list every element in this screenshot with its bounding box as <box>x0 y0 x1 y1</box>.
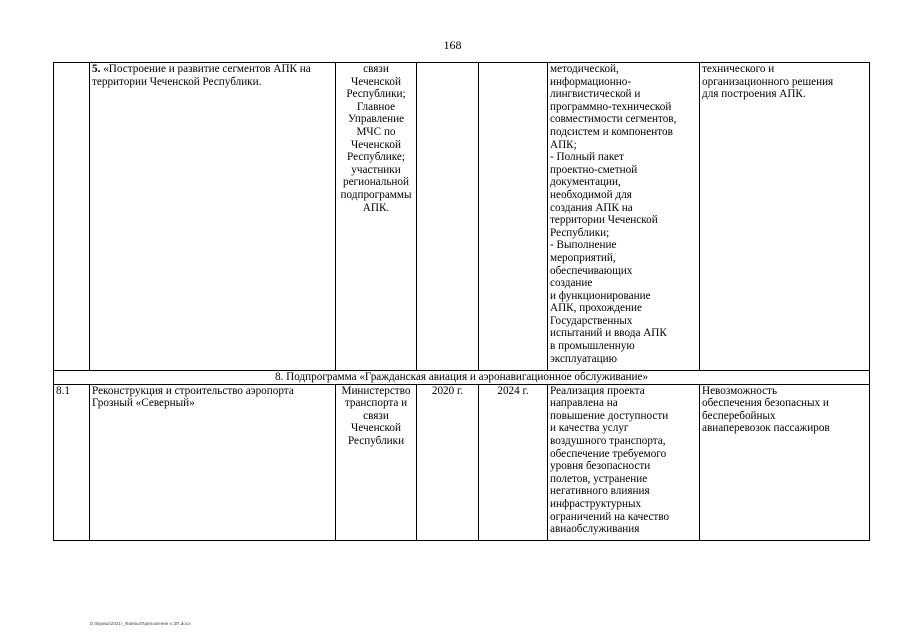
table-row <box>54 384 870 540</box>
start-year-cell: 2020 г. <box>417 384 479 540</box>
activity-text: «Построение и развитие сегментов АПК на территории Чеченской Республики. <box>92 63 311 88</box>
section-row <box>54 371 870 385</box>
table-row <box>54 63 870 371</box>
row-number: 8.1 <box>54 384 90 540</box>
activity-title: Реконструкция и строительство аэропорта Грозный «Северный» <box>90 384 336 540</box>
executor-cell: связи Чеченской Республики; Главное Управление МЧС по Чеченской Республике; участники региональной подпрограммы АПК. <box>336 63 417 371</box>
consequence-cell: Невозможность обеспечения безопасных и бесперебойных авиаперевозок пассажиров <box>700 384 870 540</box>
result-cell: методической, информационно- лингвистической и программно-технической совместимости сегментов, подсистем и компонентов АПК; - Полный пакет проектно-сметной документации, необходимой для создания АПК на территории Чеченской Республики; - Выполнение мероприятий, обеспечивающих создание и функционирование АПК, прохождение Государственных испытаний и ввода АПК в промышленную эксплуатацию <box>548 63 700 371</box>
end-year-cell <box>479 63 548 371</box>
executor-cell: Министерство транспорта и связи Чеченской Республики <box>336 384 417 540</box>
consequence-cell: технического и организационного решения для построения АПК. <box>700 63 870 371</box>
page-number: 168 <box>443 38 462 52</box>
row-number <box>54 63 90 371</box>
result-cell: Реализация проекта направлена на повышение доступности и качества услуг воздушного транспорта, обеспечение требуемого уровня безопасности полетов, устранение негативного влияния инфраструктурных ограничений на качество авиаобслуживания <box>548 384 700 540</box>
activity-number: 5. <box>92 63 101 75</box>
start-year-cell <box>417 63 479 371</box>
file-path-footer: D:\Буквы\2021\_Файлы\Приложение к ЗП.docx <box>90 621 191 626</box>
program-table <box>53 62 870 541</box>
section-title: 8. Подпрограмма «Гражданская авиация и аэронавигационное обслуживание» <box>54 371 870 385</box>
end-year-cell: 2024 г. <box>479 384 548 540</box>
activity-title <box>90 63 336 371</box>
